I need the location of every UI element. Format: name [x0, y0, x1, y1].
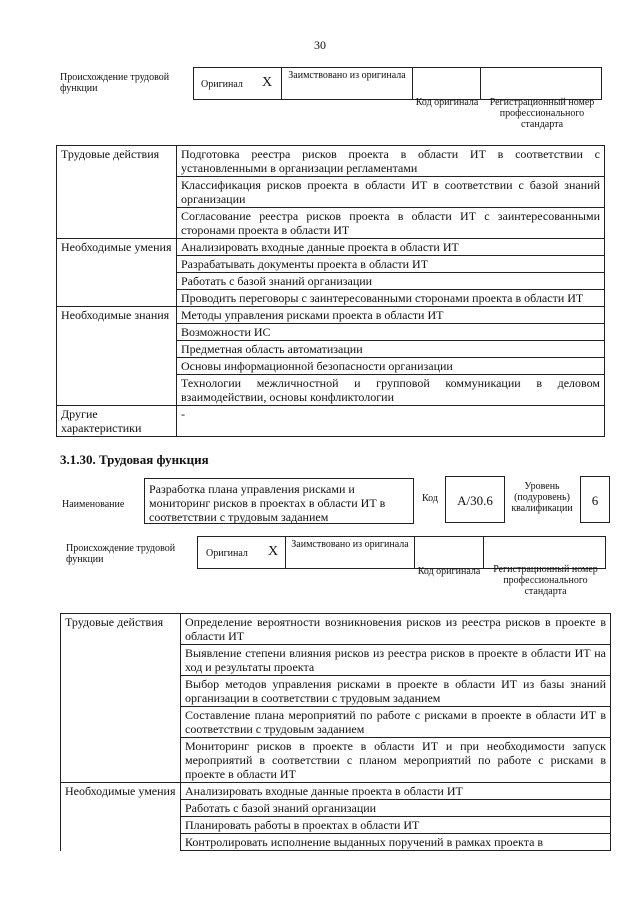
origin-original-text: Оригинал	[206, 548, 248, 559]
section-heading: 3.1.30. Трудовая функция	[60, 452, 209, 467]
actions-label: Трудовые действия	[57, 146, 177, 177]
origin-reg-cell	[480, 67, 602, 100]
action-row: Выбор методов управления рисками в проекте в области ИТ из базы знаний организации в соответствии с трудовым заданием	[181, 676, 611, 707]
code-label: Код	[422, 493, 438, 504]
skill-row: Анализировать входные данные проекта в области ИТ	[177, 239, 605, 256]
origin-code-caption: Код оригинала	[417, 566, 481, 577]
knowledge-row: Предметная область автоматизации	[177, 341, 605, 358]
skill-row: Планировать работы в проектах в области ИТ	[181, 817, 611, 834]
origin-code-cell	[414, 536, 484, 569]
skill-row: Разрабатывать документы проекта в области ИТ	[177, 256, 605, 273]
action-row: Выявление степени влияния рисков из реестра рисков в проекте в области ИТ на ход и результаты проекта	[181, 645, 611, 676]
origin-reg-caption: Регистрационный номер профессионального стандарта	[493, 564, 598, 597]
skill-row: Работать с базой знаний организации	[177, 273, 605, 290]
action-row: Составление плана мероприятий по работе с рисками в проекте в области ИТ в соответствии с трудовым заданием	[181, 707, 611, 738]
function-table-1	[56, 145, 605, 437]
page-number: 30	[314, 38, 326, 52]
origin-label: Происхождение трудовой функции	[60, 72, 170, 94]
origin-original-cell	[193, 67, 282, 100]
knowledge-row: Возможности ИС	[177, 324, 605, 341]
knowledge-label: Необходимые знания	[57, 307, 177, 324]
action-row: Согласование реестра рисков проекта в области ИТ с заинтересованными сторонами проекта в области ИТ	[177, 208, 605, 239]
origin-original-cell	[197, 536, 286, 569]
origin-label: Происхождение трудовой функции	[66, 543, 176, 565]
function-name-box: Разработка плана управления рисками и мониторинг рисков в проектах в области ИТ в соответствии с трудовым заданием	[144, 478, 414, 524]
skill-row: Контролировать исполнение выданных поручений в рамках проекта в	[181, 834, 611, 851]
origin-borrowed-cell: Заимствовано из оригинала	[281, 67, 413, 100]
action-row: Подготовка реестра рисков проекта в области ИТ в соответствии с установленными в организации регламентами	[177, 146, 605, 177]
origin-original-text: Оригинал	[201, 79, 243, 90]
origin-mark: X	[268, 544, 279, 559]
action-row: Определение вероятности возникновения рисков из реестра рисков в проекте в области ИТ	[181, 614, 611, 645]
code-value: A/30.6	[445, 476, 505, 523]
function-table-2	[60, 613, 611, 851]
skill-row: Проводить переговоры с заинтересованными сторонами проекта в области ИТ	[177, 290, 605, 307]
skills-label: Необходимые умения	[57, 239, 177, 256]
origin-reg-caption: Регистрационный номер профессионального стандарта	[489, 97, 595, 130]
origin-code-caption: Код оригинала	[415, 97, 479, 108]
level-value: 6	[580, 476, 610, 523]
other-value: -	[177, 406, 605, 437]
knowledge-row: Методы управления рисками проекта в области ИТ	[177, 307, 605, 324]
level-label: Уровень (подуровень) квалификации	[511, 481, 573, 514]
skill-row: Работать с базой знаний организации	[181, 800, 611, 817]
action-row: Классификация рисков проекта в области ИТ в соответствии с базой знаний организации	[177, 177, 605, 208]
origin-mark: X	[262, 75, 273, 90]
knowledge-row: Технологии межличностной и групповой коммуникации в деловом взаимодействии, основы конфликтологии	[177, 375, 605, 406]
origin-code-cell	[412, 67, 481, 100]
name-label: Наименование	[62, 499, 125, 510]
actions-label: Трудовые действия	[61, 614, 181, 645]
other-label: Другие характеристики	[57, 406, 177, 437]
origin-borrowed-cell: Заимствовано из оригинала	[285, 536, 415, 569]
action-row: Мониторинг рисков в проекте в области ИТ и при необходимости запуск мероприятий в соответствии с планом мероприятий по работе с рисками в проекте в области ИТ	[181, 738, 611, 783]
skill-row: Анализировать входные данные проекта в области ИТ	[181, 783, 611, 800]
skills-label: Необходимые умения	[61, 783, 181, 800]
knowledge-row: Основы информационной безопасности организации	[177, 358, 605, 375]
